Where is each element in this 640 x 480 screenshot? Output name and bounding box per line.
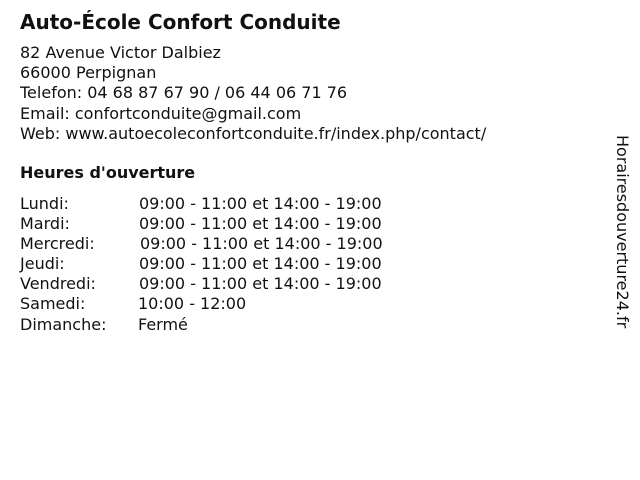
day-hours: 10:00 - 12:00 bbox=[138, 294, 247, 314]
day-hours: 09:00 - 11:00 et 14:00 - 19:00 bbox=[139, 194, 382, 213]
email-line: Email: confortconduite@gmail.com bbox=[20, 103, 302, 123]
contact-block bbox=[20, 43, 486, 144]
day-label: Jeudi: bbox=[20, 254, 65, 274]
day-label: Dimanche: bbox=[20, 314, 107, 334]
watermark bbox=[612, 135, 632, 345]
day-hours: 09:00 - 11:00 et 14:00 - 19:00 bbox=[139, 214, 382, 234]
web-line: Web: www.autoecoleconfortconduite.fr/index.php/contact/ bbox=[20, 123, 487, 143]
day-hours: 09:00 - 11:00 et 14:00 - 19:00 bbox=[140, 234, 383, 254]
day-hours: 09:00 - 11:00 et 14:00 - 19:00 bbox=[139, 254, 382, 274]
day-label: Samedi: bbox=[20, 294, 86, 314]
phone-line: Telefon: 04 68 87 67 90 / 06 44 06 71 76 bbox=[20, 83, 348, 103]
day-label: Mardi: bbox=[20, 214, 70, 234]
address-city: 66000 Perpignan bbox=[20, 63, 157, 83]
day-hours: 09:00 - 11:00 et 14:00 - 19:00 bbox=[139, 274, 382, 294]
day-label: Mercredi: bbox=[20, 234, 95, 254]
hours-heading: Heures d'ouverture bbox=[20, 163, 196, 182]
day-label: Vendredi: bbox=[20, 274, 96, 294]
business-name: Auto-École Confort Conduite bbox=[20, 10, 341, 34]
day-label: Lundi: bbox=[20, 194, 69, 213]
watermark-text: Horairesdouverture24.fr bbox=[613, 135, 632, 329]
day-hours: Fermé bbox=[138, 314, 188, 334]
address-street: 82 Avenue Victor Dalbiez bbox=[20, 43, 221, 62]
